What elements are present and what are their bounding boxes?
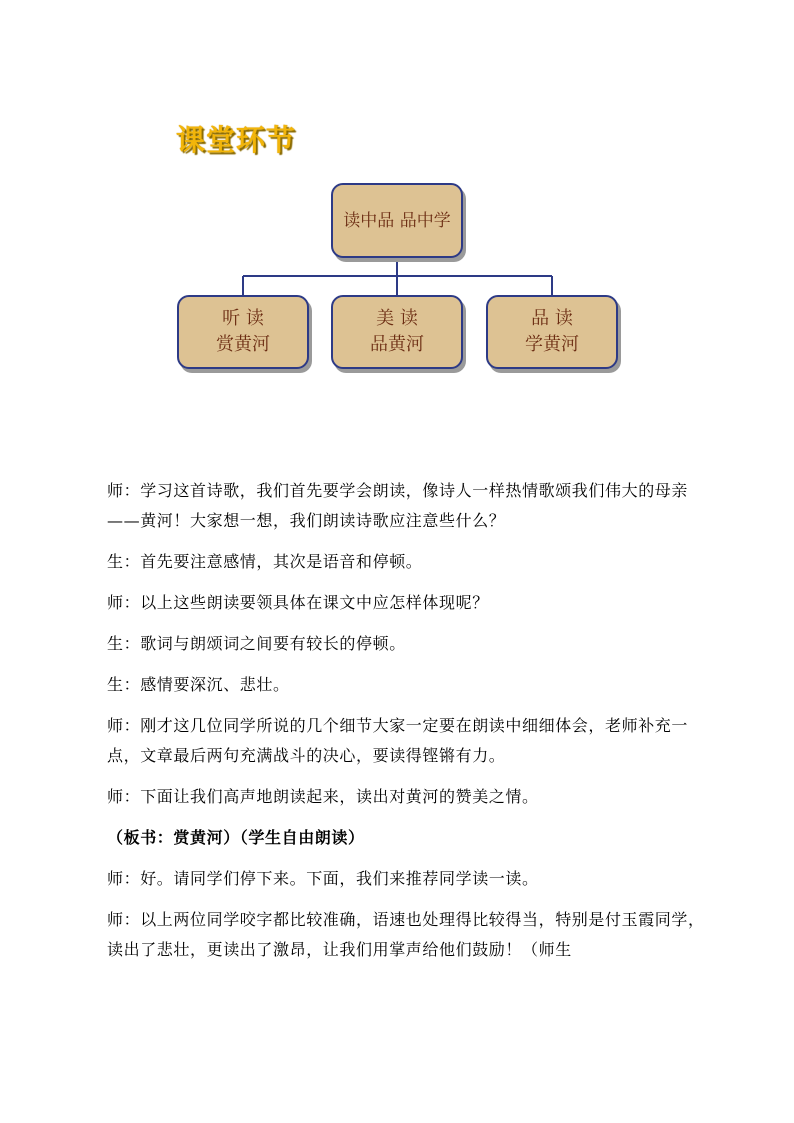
root-node-label: 读中品 品中学: [343, 210, 451, 231]
child-node-3: [486, 295, 618, 369]
paragraph: 生：感情要深沉、悲壮。: [107, 675, 290, 694]
paragraph: 生：首先要注意感情，其次是语音和停顿。: [107, 552, 423, 571]
paragraph: 师：好。请同学们停下来。下面，我们来推荐同学读一读。: [107, 869, 539, 888]
child-node-line2: 品黄河: [370, 334, 424, 355]
paragraph: 生：歌词与朗颂词之间要有较长的停顿。: [107, 634, 406, 653]
section-title: 课堂环节: [176, 123, 297, 157]
paragraph: 师：刚才这几位同学所说的几个细节大家一定要在朗读中细细体会，老师补充一点，文章最后两句充满战斗的决心，要读得铿锵有力。: [107, 716, 689, 765]
paragraph: 师：以上两位同学咬字都比较准确，语速也处理得比较得当，特别是付玉霞同学，读出了悲壮，更读出了激昂，让我们用掌声给他们鼓励！（师生: [107, 910, 705, 959]
child-node-line2: 学黄河: [525, 334, 579, 355]
child-node-line1: 美 读: [376, 308, 418, 329]
child-node-line1: 品 读: [531, 308, 573, 329]
board-note: （板书：赏黄河）（学生自由朗读）: [107, 828, 365, 847]
root-node: [331, 183, 463, 258]
child-node-2: [331, 295, 463, 369]
child-node-line2: 赏黄河: [216, 334, 270, 355]
org-chart: [0, 0, 794, 420]
child-node-1: [177, 295, 309, 369]
child-node-line1: 听 读: [222, 308, 264, 329]
body-text: [107, 476, 707, 976]
paragraph: 师：学习这首诗歌，我们首先要学会朗读，像诗人一样热情歌颂我们伟大的母亲——黄河！大家想一想，我们朗读诗歌应注意些什么？: [107, 481, 689, 530]
paragraph: 师：以上这些朗读要领具体在课文中应怎样体现呢？: [107, 593, 489, 612]
paragraph: 师：下面让我们高声地朗读起来，读出对黄河的赞美之情。: [107, 787, 539, 806]
